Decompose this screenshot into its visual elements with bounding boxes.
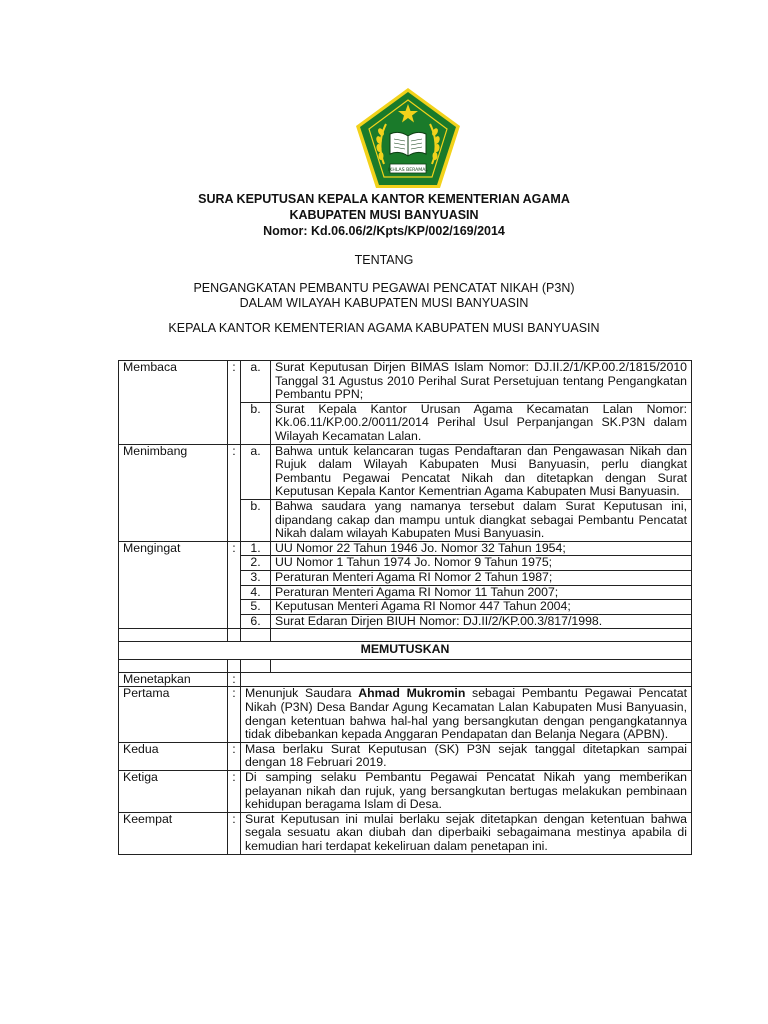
subject-line-1: PENGANGKATAN PEMBANTU PEGAWAI PENCATAT NIKAH (P3N)	[193, 281, 575, 295]
memutuskan-heading: MEMUTUSKAN	[119, 642, 692, 660]
svg-text:IKHLAS BERAMAL: IKHLAS BERAMAL	[388, 168, 428, 173]
keempat-text: Surat Keputusan ini mulai berlaku sejak ditetapkan dengan ketentuan bahwa segala sesuatu akan diubah dan diperbaiki sebagaimana mestinya apabila di kemudian hari terdapat kekeliruan dalam penetapan ini.	[241, 812, 692, 854]
item-text: Surat Edaran Dirjen BIUH Nomor: DJ.II/2/KP.00.3/817/1998.	[271, 614, 692, 629]
table-row	[119, 600, 692, 615]
colon: :	[228, 444, 241, 499]
row-label: Menimbang	[119, 444, 228, 499]
pertama-text: Menunjuk Saudara Ahmad Mukromin sebagai Pembantu Pegawai Pencatat Nikah (P3N) Desa Bandar Agung Kecamatan Lalan Kabupaten Musi Banyuasin, dengan ketentuan bahwa hal-hal yang bersangkutan dengan pengangkatannya tidak dibebankan kepada Anggaran Pendapatan dan Belanja Negara (APBN).	[241, 687, 692, 742]
table-row	[119, 659, 692, 672]
table-row	[119, 570, 692, 585]
table-row	[119, 812, 692, 854]
item-text: Bahwa untuk kelancaran tugas Pendaftaran dan Pengawasan Nikah dan Rujuk dalam Wilayah Kabupaten Musi Banyuasin, perlu diangkat Pembantu Pegawai Pencatat Nikah dan ditetapkan dengan Surat Keputusan Kepala Kantor Kementrian Agama Kabupaten Musi Banyuasin.	[271, 444, 692, 499]
table-row	[119, 361, 692, 403]
title-line-1: SURA KEPUTUSAN KEPALA KANTOR KEMENTERIAN AGAMA	[198, 192, 570, 206]
item-index: 5.	[241, 600, 271, 615]
tentang-heading: TENTANG	[354, 253, 414, 267]
table-row	[119, 444, 692, 499]
colon: :	[228, 771, 241, 813]
colon: :	[228, 541, 241, 556]
table-row	[119, 499, 692, 541]
item-text: Peraturan Menteri Agama RI Nomor 2 Tahun 1987;	[271, 570, 692, 585]
colon: :	[228, 361, 241, 403]
row-label: Membaca	[119, 361, 228, 403]
item-index: 1.	[241, 541, 271, 556]
row-label: Keempat	[119, 812, 228, 854]
item-index: 3.	[241, 570, 271, 585]
table-row	[119, 672, 692, 687]
title-line-2: KABUPATEN MUSI BANYUASIN	[289, 208, 479, 222]
table-row	[119, 629, 692, 642]
item-index: b.	[241, 402, 271, 444]
row-label: Pertama	[119, 687, 228, 742]
row-label: Kedua	[119, 742, 228, 770]
item-text: UU Nomor 1 Tahun 1974 Jo. Nomor 9 Tahun 1975;	[271, 556, 692, 571]
item-index: 6.	[241, 614, 271, 629]
appointee-name: Ahmad Mukromin	[358, 686, 466, 701]
row-label: Mengingat	[119, 541, 228, 556]
table-row	[119, 771, 692, 813]
table-row	[119, 642, 692, 660]
kementerian-agama-logo-icon	[354, 86, 462, 190]
colon: :	[228, 687, 241, 742]
item-index: b.	[241, 499, 271, 541]
subject-line-2: DALAM WILAYAH KABUPATEN MUSI BANYUASIN	[239, 296, 529, 310]
item-text: Bahwa saudara yang namanya tersebut dalam Surat Keputusan ini, dipandang cakap dan mampu untuk diangkat sebagai Pembantu Pencatat Nikah dalam wilayah Kabupaten Musi Banyuasin.	[271, 499, 692, 541]
item-text: Keputusan Menteri Agama RI Nomor 447 Tahun 2004;	[271, 600, 692, 615]
row-label: Menetapkan	[119, 672, 228, 687]
item-index: 4.	[241, 585, 271, 600]
table-row	[119, 742, 692, 770]
table-row	[119, 541, 692, 556]
table-row	[119, 585, 692, 600]
colon: :	[228, 812, 241, 854]
decree-table	[118, 360, 692, 855]
ketiga-text: Di samping selaku Pembantu Pegawai Pencatat Nikah yang memberikan pelayanan nikah dan rujuk, yang bersangkutan bertugas melakukan pembinaan kehidupan beragama Islam di Desa.	[241, 771, 692, 813]
authority-line: KEPALA KANTOR KEMENTERIAN AGAMA KABUPATEN MUSI BANYUASIN	[168, 321, 600, 335]
item-index: a.	[241, 361, 271, 403]
item-index: a.	[241, 444, 271, 499]
item-text: Surat Keputusan Dirjen BIMAS Islam Nomor: DJ.II.2/1/KP.00.2/1815/2010 Tanggal 31 Agustus 2010 Perihal Surat Persetujuan tentang Pengangkatan Pembantu PPN;	[271, 361, 692, 403]
colon: :	[228, 672, 241, 687]
row-label: Ketiga	[119, 771, 228, 813]
kedua-text: Masa berlaku Surat Keputusan (SK) P3N sejak tanggal ditetapkan sampai dengan 18 Februari 2019.	[241, 742, 692, 770]
table-row	[119, 402, 692, 444]
item-index: 2.	[241, 556, 271, 571]
item-text: Surat Kepala Kantor Urusan Agama Kecamatan Lalan Nomor: Kk.06.11/KP.00.2/0011/2014 Perihal Usul Perpanjangan SK.P3N dalam Wilayah Kecamatan Lalan.	[271, 402, 692, 444]
item-text: UU Nomor 22 Tahun 1946 Jo. Nomor 32 Tahun 1954;	[271, 541, 692, 556]
table-row	[119, 687, 692, 742]
table-row	[119, 614, 692, 629]
decree-number: Nomor: Kd.06.06/2/Kpts/KP/002/169/2014	[263, 224, 505, 238]
colon: :	[228, 742, 241, 770]
table-row	[119, 556, 692, 571]
item-text: Peraturan Menteri Agama RI Nomor 11 Tahun 2007;	[271, 585, 692, 600]
